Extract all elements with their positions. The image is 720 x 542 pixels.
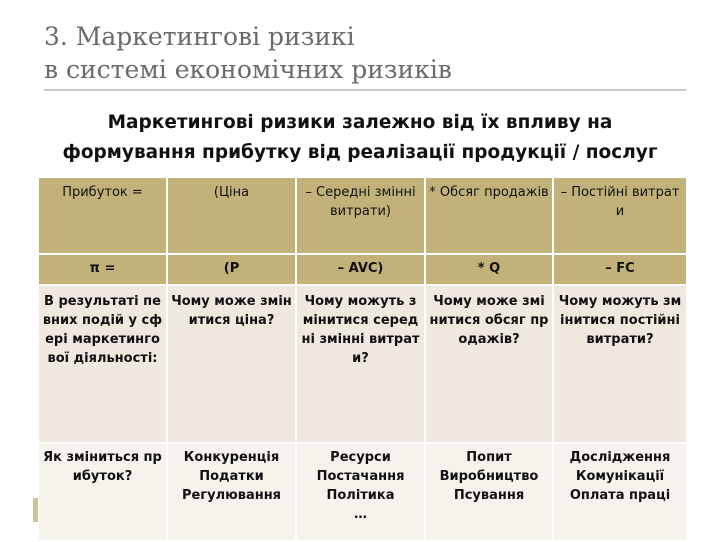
- header-cell-price: (Ціна: [167, 178, 296, 254]
- header-cell-volume: * Обсяг продажів: [425, 178, 553, 254]
- question-cell-avc: Чому можуть змінитися середні змінні витрати?: [296, 285, 425, 443]
- risk-table: [39, 178, 686, 542]
- symbol-cell-fixed-costs: – FC: [553, 254, 686, 285]
- table-header-row: [39, 178, 686, 254]
- header-cell-fixed-costs: – Постійні витрати: [553, 178, 686, 254]
- factor-item: Псування: [453, 488, 525, 503]
- header-cell-profit: Прибуток =: [39, 178, 167, 254]
- symbol-cell-avc: – AVC): [296, 254, 425, 285]
- symbol-cell-profit: π =: [39, 254, 167, 285]
- slide-title: [44, 20, 452, 86]
- factor-item: Ресурси: [330, 450, 391, 465]
- slide-title-line-2: в системі економічних ризиків: [44, 55, 452, 84]
- factor-item: Конкуренція: [183, 450, 280, 465]
- factor-cell-label: Як зміниться прибуток?: [39, 443, 167, 541]
- factor-item: Податки: [199, 469, 264, 484]
- factor-item: Дослідження: [569, 450, 671, 465]
- table-symbol-row: [39, 254, 686, 285]
- slide-title-line-1: 3. Маркетингові ризикі: [44, 22, 355, 51]
- factor-cell-price: [167, 443, 296, 541]
- symbol-cell-price: (P: [167, 254, 296, 285]
- factor-item: Комунікації: [575, 469, 665, 484]
- question-cell-price: Чому може змінитися ціна?: [167, 285, 296, 443]
- table-factor-row: [39, 443, 686, 541]
- header-cell-avc: – Середні змінні витрати): [296, 178, 425, 254]
- factor-cell-avc: [296, 443, 425, 541]
- symbol-cell-volume: * Q: [425, 254, 553, 285]
- factor-item: Постачання: [316, 469, 405, 484]
- slide-subtitle: Маркетингові ризики залежно від їх впливу на формування прибутку від реалізації продукції / послуг: [62, 112, 658, 163]
- title-divider: [44, 89, 686, 91]
- question-cell-intro: В результаті певних подій у сфері маркетингової діяльності:: [39, 285, 167, 443]
- question-cell-fixed-costs: Чому можуть змінитися постійні витрати?: [553, 285, 686, 443]
- factor-item: Попит: [466, 450, 512, 465]
- factor-cell-volume: [425, 443, 553, 541]
- factor-cell-fixed-costs: [553, 443, 686, 541]
- factor-item: …: [354, 507, 367, 522]
- factor-item: Виробництво: [439, 469, 539, 484]
- factor-item: Оплата праці: [569, 488, 671, 503]
- question-cell-volume: Чому може змінитися обсяг продажів?: [425, 285, 553, 443]
- slide-accent-bar: [33, 498, 38, 522]
- table-question-row: [39, 285, 686, 443]
- factor-item: Політика: [326, 488, 395, 503]
- factor-item: Регулювання: [181, 488, 282, 503]
